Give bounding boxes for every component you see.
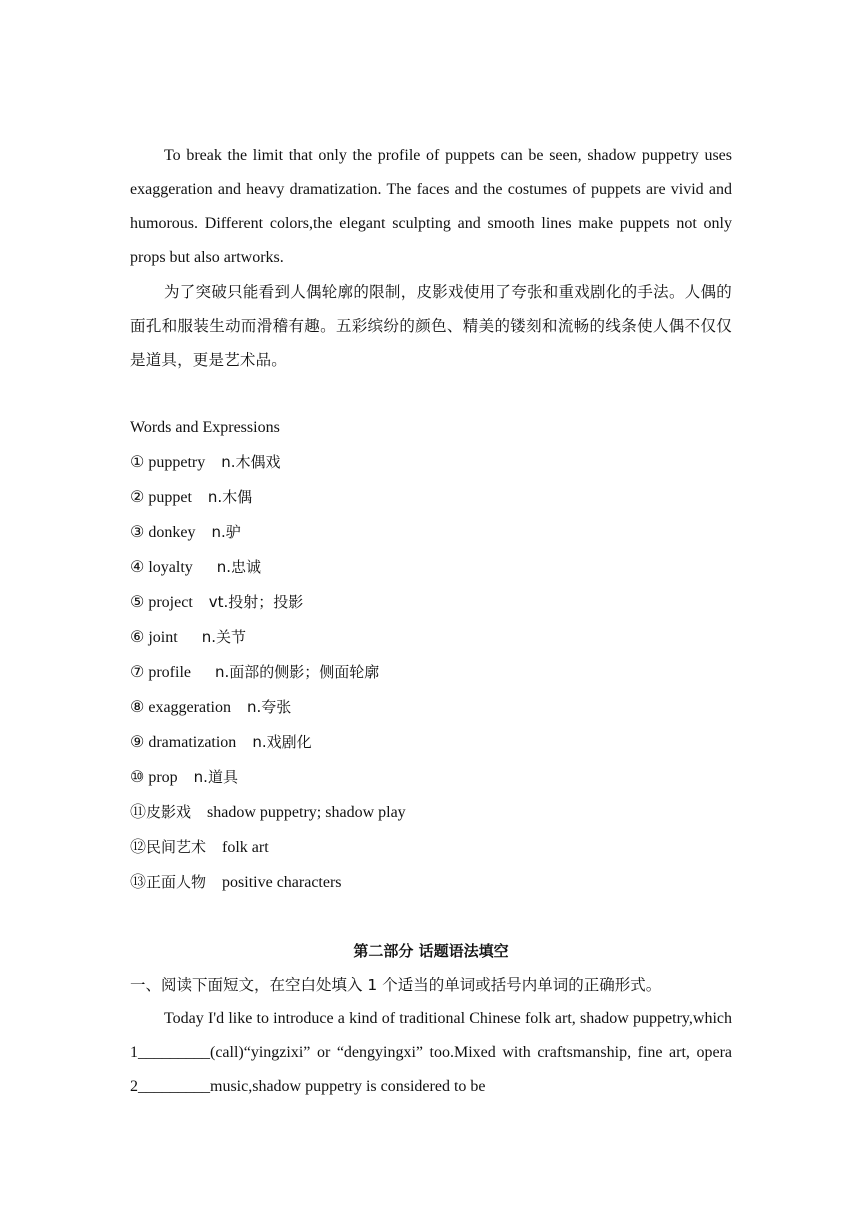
vocab-term: puppet [144,489,208,506]
vocab-term: project [144,594,209,611]
vocab-number: ⑩ [130,769,145,786]
vocab-term: dramatization [144,734,253,751]
vocab-term: prop [144,769,194,786]
vocab-term-cn: 正面人物 [146,873,207,891]
vocab-number: ⑨ [130,734,145,751]
paragraph-chinese: 为了突破只能看到人偶轮廓的限制，皮影戏使用了夸张和重戏剧化的手法。人偶的面孔和服装生动而滑稽有趣。五彩缤纷的颜色、精美的镂刻和流畅的线条使人偶不仅仅是道具，更是艺术品。 [130,283,732,369]
vocab-meaning: n.道具 [193,768,238,786]
vocab-term: exaggeration [144,699,247,716]
vocab-number: ① [130,454,145,471]
document-page [130,139,732,1104]
vocab-item [130,830,732,865]
vocab-item [130,725,732,760]
vocab-number: ⑬ [130,874,147,891]
vocab-meaning-en: shadow puppetry; shadow play [191,804,406,821]
cloze-passage: Today I'd like to introduce a kind of traditional Chinese folk art, shadow puppetry,which 1_________(call)“yingzixi” or “dengyingxi” too.Mixed with craftsmanship, fine art, opera 2_________music,shadow puppetry is considered to be [130,1010,732,1095]
blank-line [130,377,732,411]
vocab-number: ③ [130,524,145,541]
vocab-item [130,445,732,480]
vocab-meaning: n.驴 [211,523,241,541]
vocab-term: joint [144,629,202,646]
vocab-number: ⑦ [130,664,145,681]
vocab-title: Words and Expressions [130,419,280,436]
vocab-meaning: n.木偶 [207,488,253,506]
vocab-number: ⑧ [130,699,145,716]
vocab-number: ⑤ [130,594,145,611]
vocab-meaning: n.面部的侧影；侧面轮廓 [215,663,380,681]
vocab-term: loyalty [144,559,217,576]
vocab-item [130,515,732,550]
vocab-meaning-en: folk art [206,839,269,856]
vocab-meaning: n.关节 [201,628,246,646]
vocab-number: ⑥ [130,629,145,646]
vocab-number: ⑪ [130,804,147,821]
exercise-instruction: 一、阅读下面短文，在空白处填入 1 个适当的单词或括号内单词的正确形式。 [130,976,662,994]
vocab-item [130,690,732,725]
vocab-term: profile [144,664,215,681]
vocab-term: puppetry [144,454,222,471]
vocab-term-cn: 皮影戏 [146,803,192,821]
vocab-term-cn: 民间艺术 [146,838,207,856]
vocab-item [130,585,732,620]
vocab-meaning: vt.投射；投影 [208,593,304,611]
paragraph-english: To break the limit that only the profile of puppets can be seen, shadow puppetry uses exaggeration and heavy dramatization. The faces and the costumes of puppets are vivid and humorous. Different colors,the elegant sculpting and smooth lines make puppets not only props but also artworks. [130,147,732,266]
section-heading: 第二部分 话题语法填空 [353,942,509,960]
vocab-meaning: n.木偶戏 [221,453,281,471]
vocab-item [130,865,732,900]
vocab-meaning: n.夸张 [246,698,292,716]
vocab-item [130,620,732,655]
blank-line [130,900,732,934]
vocab-number: ⑫ [130,839,147,856]
vocab-meaning-en: positive characters [206,874,342,891]
vocab-item [130,480,732,515]
vocab-number: ② [130,489,145,506]
vocab-term: donkey [144,524,212,541]
vocab-item [130,550,732,585]
vocab-meaning: n.忠诚 [216,558,262,576]
vocab-meaning: n.戏剧化 [252,733,312,751]
vocab-list [130,445,732,900]
vocab-number: ④ [130,559,145,576]
vocab-item [130,760,732,795]
vocab-item [130,795,732,830]
vocab-item [130,655,732,690]
